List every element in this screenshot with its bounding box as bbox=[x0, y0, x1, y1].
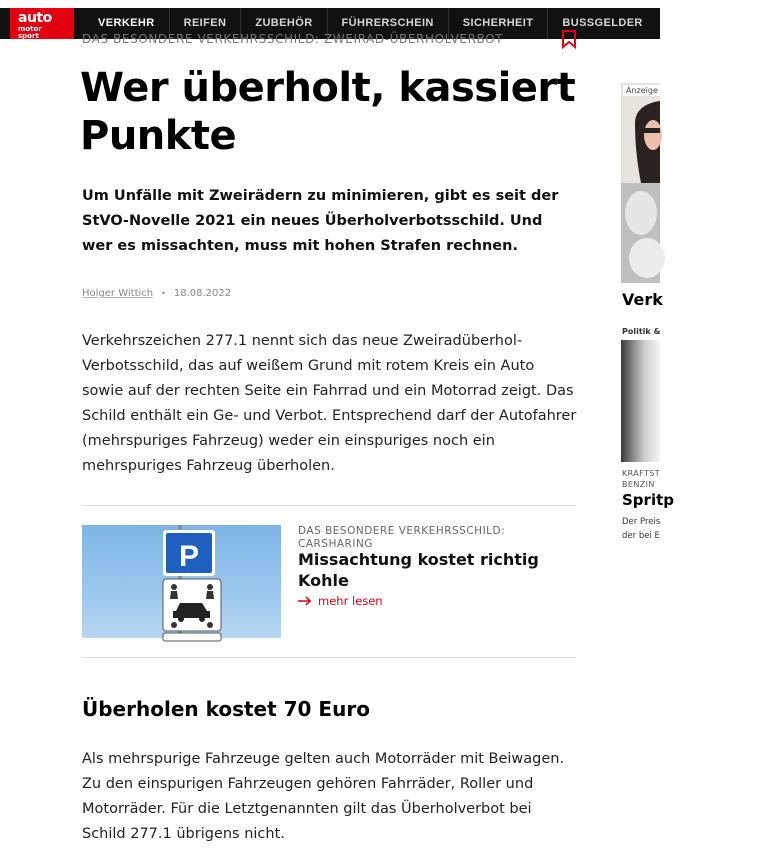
sidebar-teaser-text bbox=[622, 515, 660, 543]
nav-item-reifen[interactable]: REIFEN bbox=[169, 8, 241, 39]
teaser-image[interactable] bbox=[82, 525, 281, 638]
read-more-label: mehr lesen bbox=[318, 594, 383, 608]
sidebar-teaser-kicker bbox=[622, 468, 660, 490]
sidebar-kicker-line-1: KRAFTST bbox=[622, 469, 661, 478]
nav-item-fuehrerschein[interactable]: FÜHRERSCHEIN bbox=[327, 8, 448, 39]
author-link[interactable]: Holger Wittich bbox=[82, 288, 154, 299]
ad-label: Anzeige bbox=[623, 85, 661, 96]
nav-item-bussgelder[interactable]: BUSSGELDER bbox=[547, 8, 656, 39]
article-paragraph-2: Als mehrspurige Fahrzeuge gelten auch Motorräder mit Beiwagen. Zu den einspurigen Fahrzeugen gehören Fahrräder, Roller und Motorräder. Für die Letztgenannten gilt das Überholverbot bei Schild 277.1 übrigens nicht. bbox=[82, 751, 565, 842]
advertisement[interactable] bbox=[621, 83, 660, 283]
divider bbox=[82, 657, 576, 658]
article-lead: Um Unfälle mit Zweirädern zu minimieren, gibt es seit der StVO-Novelle 2021 ein neues Überholverbotsschild. Und wer es missachten, muss mit hohen Strafen rechnen. bbox=[82, 188, 559, 254]
article-kicker: DAS BESONDERE VERKEHRSSCHILD: ZWEIRAD-ÜBERHOLVERBOT bbox=[82, 32, 504, 46]
sign-letter: P bbox=[178, 540, 200, 573]
article-headline: Wer überholt, kassiert Punkte bbox=[80, 65, 576, 159]
article-byline bbox=[82, 288, 231, 299]
article-paragraph-1: Verkehrszeichen 277.1 nennt sich das neue Zweiradüberhol-Verbotsschild, das auf weißem Grund mit rotem Kreis ein Auto sowie auf der rechten Seite ein Fahrrad und ein Motorrad zeigt. Das Schild enthält ein Ge- und Verbot. Entsprechend darf der Autofahrer (mehrspuriges Fahrzeug) weder ein einspuriges noch ein mehrspuriges Fahrzeug überholen. bbox=[82, 333, 577, 474]
ad-image bbox=[621, 83, 660, 283]
sidebar-teaser-title[interactable]: Spritp bbox=[622, 491, 674, 509]
sidebar-title[interactable]: Verk bbox=[622, 290, 663, 309]
teaser-kicker: DAS BESONDERE VERKEHRSSCHILD: CARSHARING bbox=[298, 525, 506, 550]
separator-dot: • bbox=[161, 289, 166, 298]
parking-sign-illustration bbox=[82, 525, 281, 638]
logo-line-3: sport bbox=[18, 32, 39, 40]
sidebar-kicker-line-2: BENZIN bbox=[622, 480, 655, 489]
divider bbox=[82, 505, 576, 506]
publish-date: 18.08.2022 bbox=[173, 288, 232, 299]
sidebar-text-line-1: Der Preis bbox=[622, 517, 661, 527]
sidebar-image[interactable] bbox=[621, 340, 660, 462]
teaser-title[interactable]: Missachtung kostet richtig Kohle bbox=[298, 550, 539, 590]
nav-item-sicherheit[interactable]: SICHERHEIT bbox=[448, 8, 548, 39]
sidebar-text-line-2: der bei E bbox=[622, 531, 660, 541]
logo-line-2: motor bbox=[18, 25, 42, 33]
bookmark-icon[interactable] bbox=[562, 30, 576, 48]
nav-item-verkehr[interactable]: VERKEHR bbox=[98, 17, 155, 29]
sidebar-kicker: Politik & bbox=[622, 327, 661, 336]
section-heading: Überholen kostet 70 Euro bbox=[82, 697, 370, 721]
nav-item-zubehoer[interactable]: ZUBEHÖR bbox=[240, 8, 326, 39]
arrow-right-icon bbox=[298, 596, 312, 606]
site-logo[interactable] bbox=[10, 8, 74, 39]
logo-line-1: auto bbox=[18, 10, 52, 26]
nav-item-politik[interactable]: POLITIK & WI bbox=[670, 17, 747, 29]
read-more-link[interactable] bbox=[298, 594, 383, 608]
